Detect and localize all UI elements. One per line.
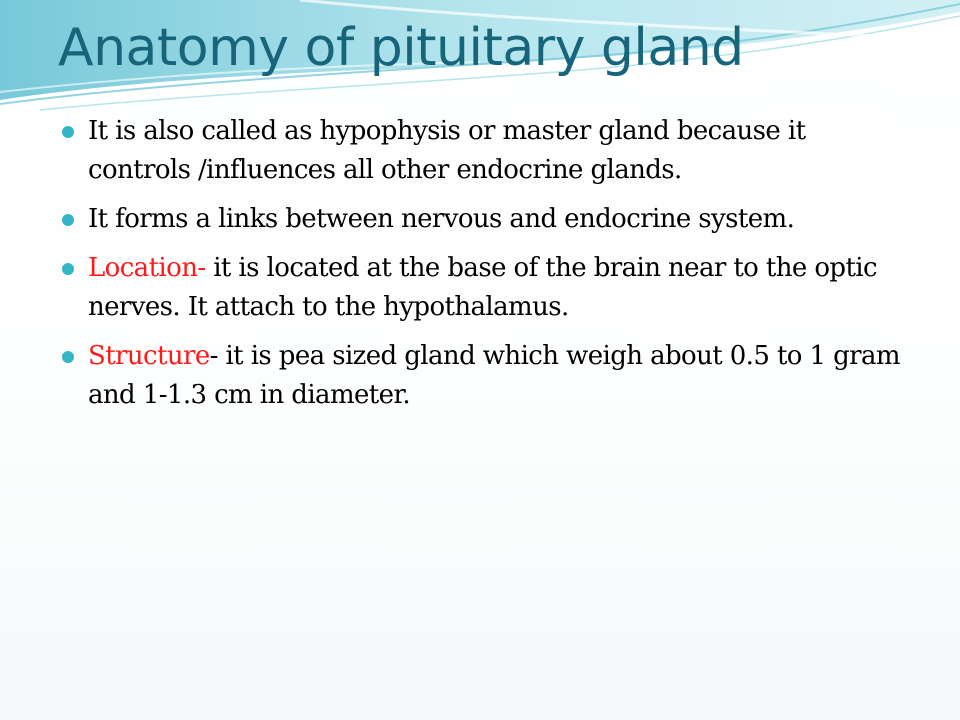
bullet-icon [62, 351, 74, 363]
bullet-item-links [60, 200, 910, 239]
bullet-text: - it is pea sized gland which weigh about 0.5 to 1 gram and 1-1.3 cm in diameter. [88, 341, 900, 410]
slide-title: Anatomy of pituitary gland [58, 18, 744, 78]
bullet-list [60, 112, 910, 425]
bullet-icon [62, 263, 74, 275]
bullet-icon [62, 214, 74, 226]
bullet-text: It is also called as hypophysis or master gland because it controls /influences all other endocrine glands. [88, 116, 806, 185]
bullet-text: it is located at the base of the brain near to the optic nerves. It attach to the hypothalamus. [88, 253, 877, 322]
bullet-text: It forms a links between nervous and endocrine system. [88, 204, 795, 234]
bullet-keyword-structure: Structure [88, 341, 210, 371]
bullet-item-location [60, 249, 910, 327]
bullet-item-structure [60, 337, 910, 415]
bullet-icon [62, 126, 74, 138]
bullet-item-hypophysis [60, 112, 910, 190]
bullet-keyword-location: Location- [88, 253, 214, 283]
